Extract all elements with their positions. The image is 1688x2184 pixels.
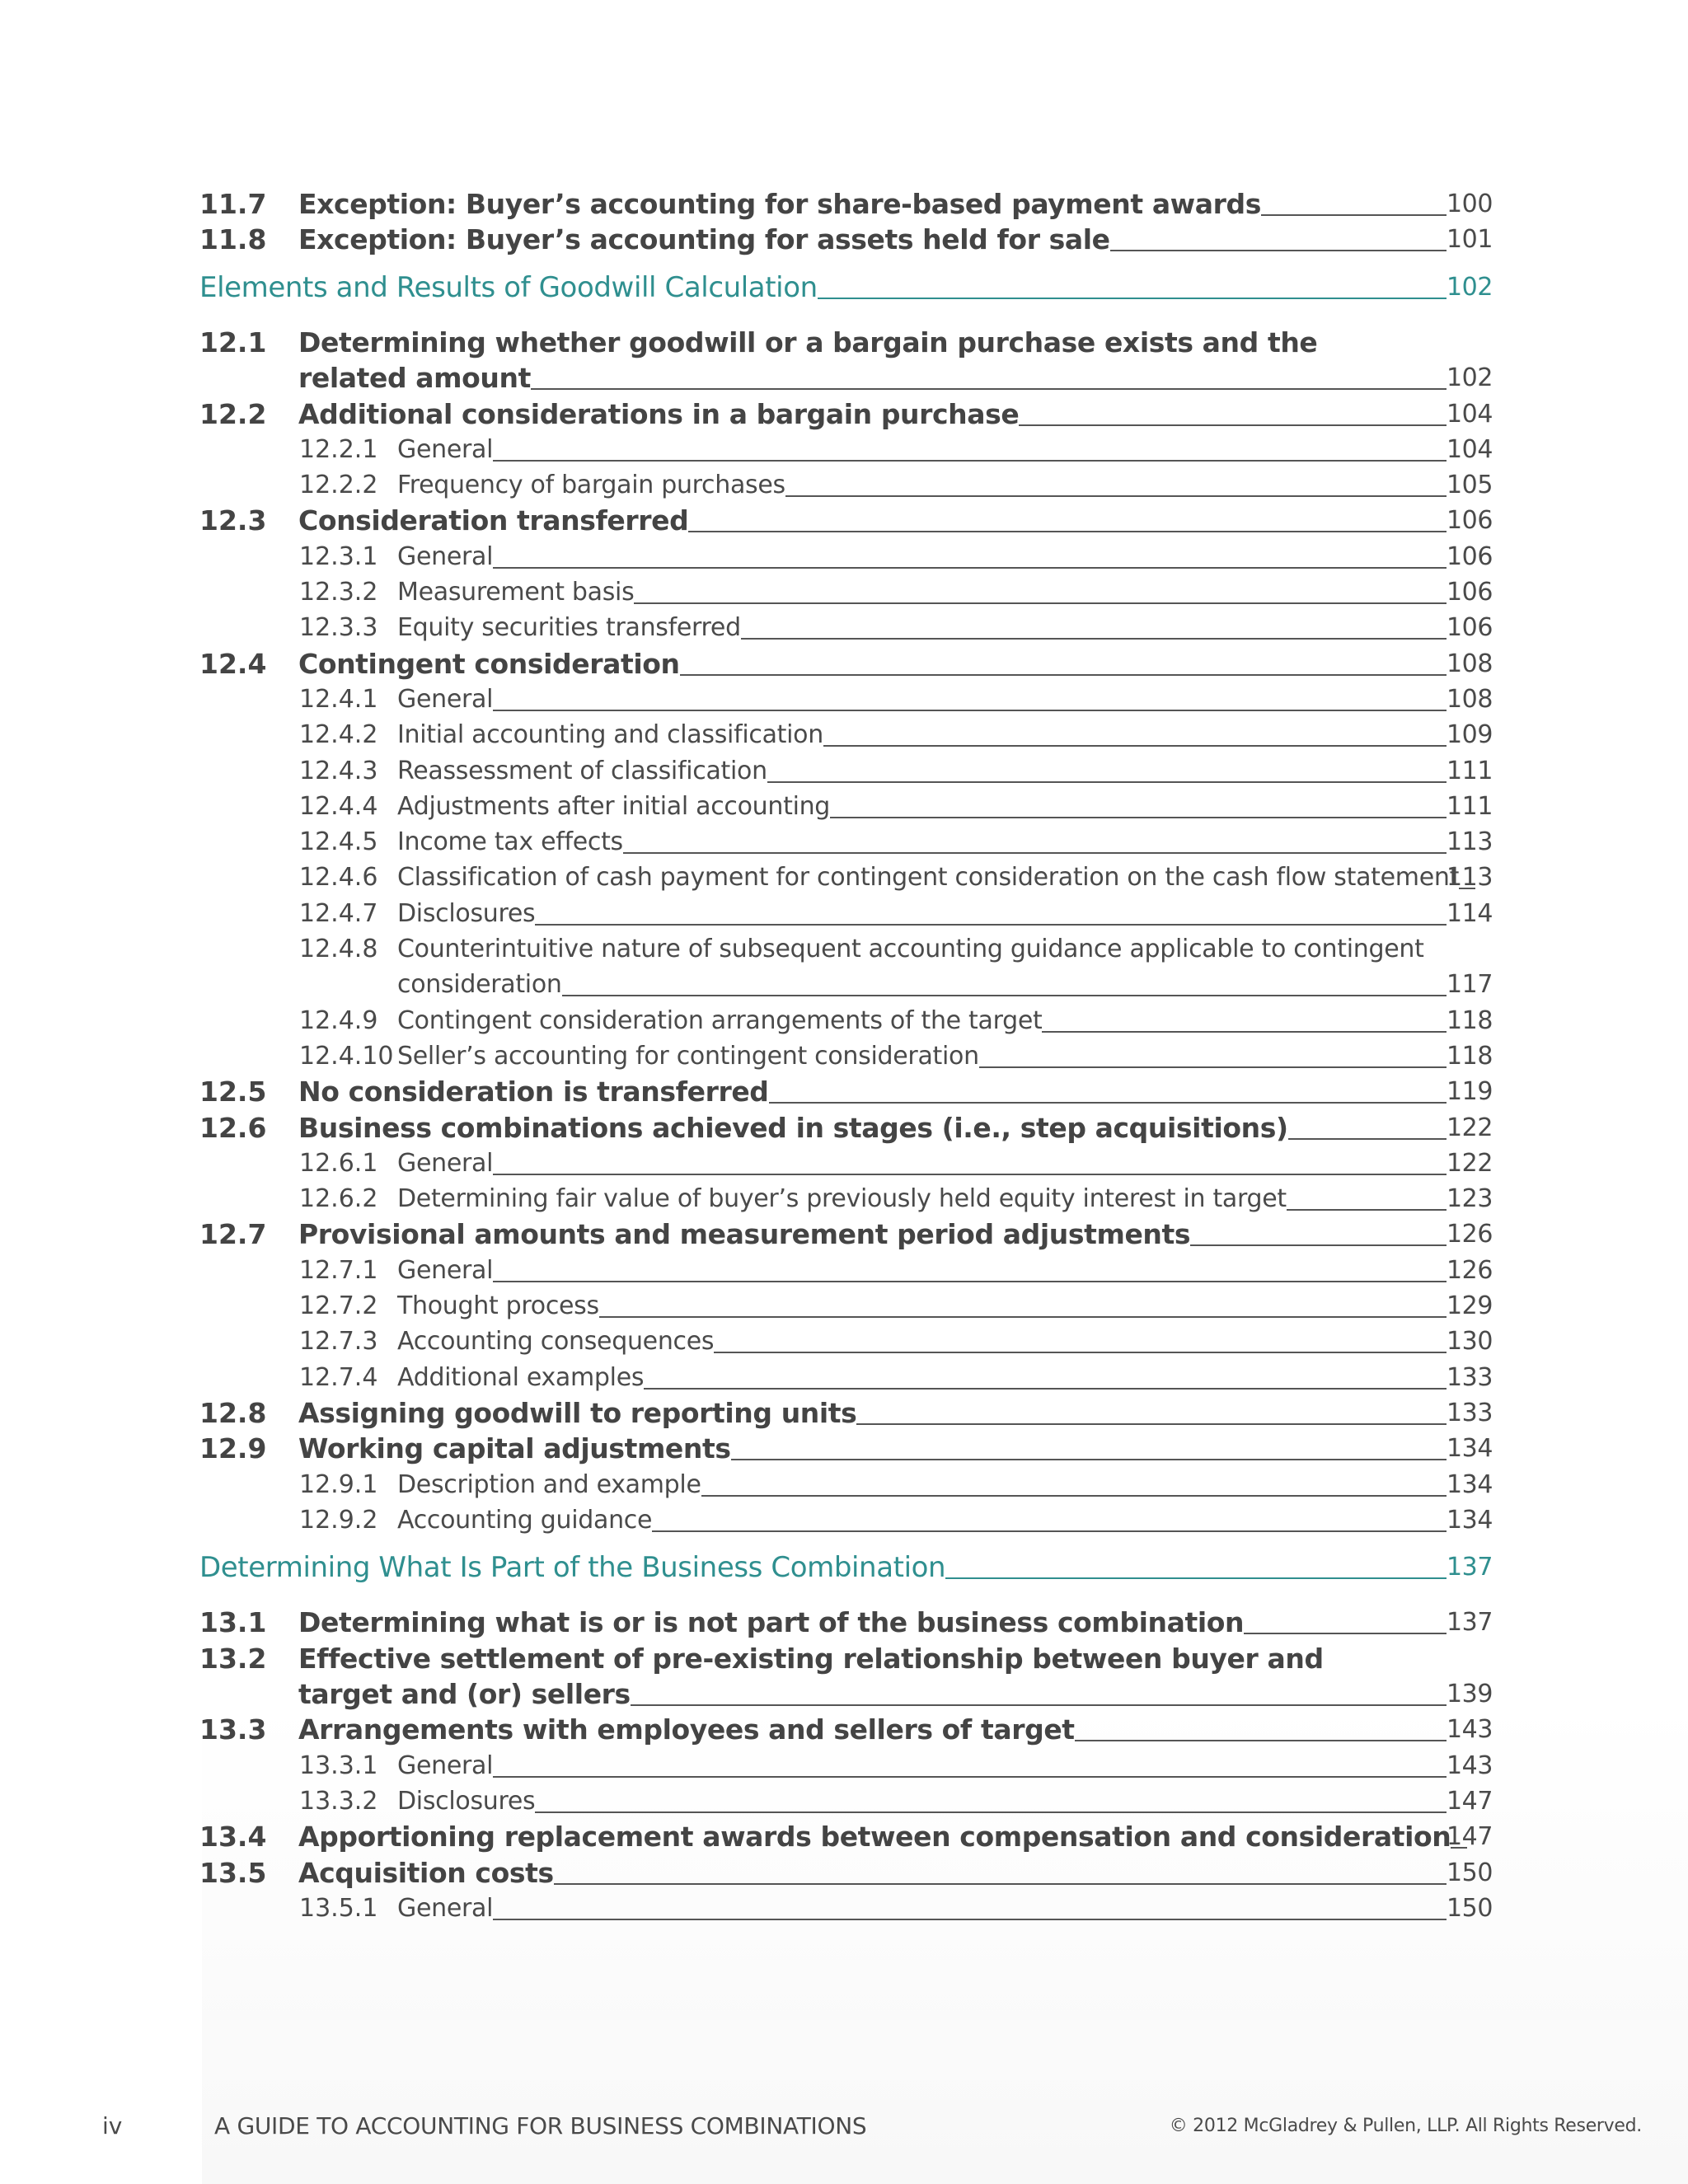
toc-page-number: 119 (1447, 1077, 1493, 1107)
toc-page-number: 134 (1447, 1434, 1493, 1464)
toc-page-number: 101 (1447, 225, 1493, 255)
toc-leader-line (554, 1883, 1447, 1885)
toc-entry-title-line: Counterintuitive nature of subsequent accounting guidance applicable to contingent (397, 935, 1424, 963)
toc-leader-line (634, 602, 1447, 604)
toc-entry-title: Arrangements with employees and sellers of target (298, 1713, 1075, 1746)
toc-entry[interactable] (0, 1711, 1688, 1749)
toc-entry-title-with-leader (298, 396, 1447, 434)
toc-entry-title: Frequency of bargain purchases (397, 471, 785, 500)
toc-row-wrapped-line (0, 324, 1688, 362)
toc-entry[interactable] (0, 1675, 1688, 1713)
toc-entry-title: General (397, 684, 494, 714)
toc-entry-title: General (397, 1893, 494, 1923)
toc-entry-title: General (397, 1750, 494, 1780)
toc-page-number: 111 (1447, 756, 1493, 785)
toc-entry-title: Business combinations achieved in stages (i.e., step acquisitions) (298, 1111, 1288, 1144)
toc-entry-title-with-leader (397, 466, 1447, 504)
toc-page-number: 133 (1447, 1398, 1493, 1427)
toc-entry[interactable] (0, 359, 1688, 397)
toc-page-number: 129 (1447, 1291, 1493, 1320)
toc-section-number: 12.3 (199, 504, 267, 537)
toc-section-number: 12.4.5 (299, 827, 378, 857)
toc-entry-title-with-leader (397, 538, 1447, 576)
toc-section-number: 12.9 (199, 1432, 267, 1465)
toc-entry-title: Apportioning replacement awards between compensation and consideration (298, 1821, 1451, 1854)
toc-entry[interactable] (0, 1038, 1688, 1076)
toc-page-number: 143 (1447, 1750, 1493, 1780)
toc-entry[interactable] (0, 1502, 1688, 1540)
toc-entry[interactable] (0, 1783, 1688, 1821)
toc-leader-line (531, 388, 1447, 390)
toc-entry[interactable] (0, 966, 1688, 1004)
toc-section-number: 13.3.2 (299, 1786, 378, 1816)
toc-leader-line (535, 924, 1447, 926)
toc-leader-line (493, 1281, 1447, 1282)
toc-leader-line (562, 995, 1447, 996)
toc-entry-title: General (397, 541, 494, 571)
toc-section-number: 12.3.2 (299, 578, 378, 607)
toc-leader-line (688, 531, 1447, 532)
toc-section-number: 12.4.4 (299, 791, 378, 821)
toc-section-number: 12.7.3 (299, 1327, 378, 1357)
toc-section-number: 12.1 (199, 326, 267, 359)
toc-leader-line (767, 781, 1447, 783)
toc-entry-title-with-leader (397, 823, 1447, 861)
toc-entry[interactable] (0, 574, 1688, 612)
toc-section-number: 12.2.1 (299, 434, 378, 464)
toc-entry-title-with-leader (298, 502, 1447, 540)
toc-entry[interactable] (0, 1145, 1688, 1183)
toc-entry[interactable] (0, 396, 1688, 434)
toc-leader-line (741, 638, 1447, 640)
toc-page-number: 108 (1447, 684, 1493, 714)
toc-entry[interactable] (0, 221, 1688, 259)
toc-entry-title: target and (or) sellers (298, 1678, 631, 1710)
toc-entry-title: General (397, 1255, 494, 1285)
toc-entry-title: Income tax effects (397, 827, 623, 857)
toc-section-number: 12.3.3 (299, 613, 378, 643)
toc-entry-title: Classification of cash payment for contingent consideration on the cash flow statement (397, 863, 1460, 893)
toc-section-number: 12.6.1 (299, 1148, 378, 1178)
toc-entry-title: Initial accounting and classification (397, 720, 823, 750)
toc-page-number: 118 (1447, 1005, 1493, 1035)
toc-entry[interactable] (0, 185, 1688, 223)
toc-entry[interactable] (0, 1604, 1688, 1642)
toc-leader-line (769, 1102, 1447, 1104)
toc-section-number: 11.7 (199, 188, 267, 220)
toc-section-number: 13.5 (199, 1856, 267, 1889)
footer-page-number: iv (102, 2112, 123, 2139)
toc-entry-title: Thought process (397, 1291, 599, 1320)
toc-entry[interactable] (0, 823, 1688, 861)
toc-leader-line (1042, 1031, 1447, 1033)
toc-section-number: 13.1 (199, 1606, 267, 1639)
toc-entry[interactable] (0, 1854, 1688, 1892)
toc-entry-title: Additional examples (397, 1362, 645, 1392)
toc-section-number: 13.4 (199, 1821, 267, 1854)
toc-leader-line (623, 852, 1447, 854)
toc-page-number: 147 (1447, 1822, 1493, 1852)
toc-entry[interactable] (0, 1002, 1688, 1040)
toc-entry-title: Working capital adjustments (298, 1432, 731, 1465)
toc-entry-title-with-leader (397, 1747, 1447, 1785)
toc-entry-title-with-leader (199, 269, 1447, 307)
toc-section-number: 13.2 (199, 1642, 267, 1675)
toc-entry-title-with-leader (397, 681, 1447, 719)
toc-entry[interactable] (0, 1073, 1688, 1111)
toc-entry-title: Consideration transferred (298, 504, 689, 537)
toc-entry[interactable] (0, 1466, 1688, 1504)
toc-entry-title: Exception: Buyer’s accounting for share-based payment awards (298, 188, 1261, 220)
toc-page-number: 106 (1447, 506, 1493, 536)
toc-entry-title: Accounting consequences (397, 1327, 715, 1357)
toc-entry-title-with-leader (397, 431, 1447, 469)
toc-entry-title-with-leader (397, 1038, 1447, 1076)
toc-page-number: 106 (1447, 613, 1493, 643)
toc-entry-title: Contingent consideration arrangements of the target (397, 1005, 1043, 1035)
toc-entry-title-with-leader (397, 1783, 1447, 1821)
toc-entry-title: Description and example (397, 1469, 701, 1499)
toc-entry[interactable] (0, 1359, 1688, 1397)
toc-entry[interactable] (0, 502, 1688, 540)
toc-entry-title-with-leader (298, 1818, 1451, 1856)
toc-leader-line (979, 1066, 1447, 1068)
toc-entry-title: consideration (397, 970, 562, 1000)
toc-section-number: 12.7.1 (299, 1255, 378, 1285)
toc-entry[interactable] (0, 1287, 1688, 1325)
toc-section-number: 12.2.2 (299, 471, 378, 500)
toc-entry-title-with-leader (397, 574, 1447, 612)
toc-entry-title-with-leader (397, 752, 1447, 790)
toc-section-number: 12.7.4 (299, 1362, 378, 1392)
toc-leader-line (1244, 1633, 1447, 1634)
toc-section-number: 13.3 (199, 1713, 267, 1746)
toc-chapter-heading[interactable] (0, 1549, 1688, 1586)
toc-leader-line (644, 1388, 1447, 1390)
toc-entry-title-with-leader (397, 1287, 1447, 1325)
toc-section-number: 12.7 (199, 1218, 267, 1251)
toc-section-number: 12.4 (199, 647, 267, 680)
toc-entry-title: Determining fair value of buyer’s previously held equity interest in target (397, 1184, 1287, 1214)
toc-page-number: 122 (1447, 1148, 1493, 1178)
toc-page-number: 137 (1447, 1553, 1493, 1582)
toc-entry-title-with-leader (397, 895, 1447, 933)
toc-entry-title: Disclosures (397, 898, 536, 928)
toc-leader-line (493, 567, 1447, 569)
toc-entry-title-with-leader (298, 185, 1447, 223)
toc-entry-title: Accounting guidance (397, 1505, 653, 1535)
toc-entry[interactable] (0, 538, 1688, 576)
toc-page-number: 109 (1447, 720, 1493, 750)
toc-entry-title-with-leader (397, 966, 1447, 1004)
toc-entry[interactable] (0, 609, 1688, 647)
toc-page-number: 126 (1447, 1255, 1493, 1285)
toc-section-number: 12.6 (199, 1111, 267, 1144)
toc-leader-line (1287, 1209, 1447, 1211)
toc-leader-line (830, 817, 1447, 818)
toc-page-number: 106 (1447, 578, 1493, 607)
toc-leader-line (1190, 1244, 1447, 1246)
toc-section-number: 12.2 (199, 397, 267, 430)
toc-entry-title-with-leader (298, 221, 1447, 259)
toc-entry-title: Adjustments after initial accounting (397, 791, 831, 821)
toc-section-number: 12.4.6 (299, 863, 378, 893)
toc-entry[interactable] (0, 1890, 1688, 1928)
toc-row-wrapped-line (0, 930, 1688, 968)
toc-chapter-heading[interactable] (0, 269, 1688, 307)
toc-entry-title-with-leader (298, 1109, 1447, 1147)
toc-entry-title-with-leader (199, 1549, 1447, 1586)
toc-page-number: 134 (1447, 1505, 1493, 1535)
toc-page-number: 104 (1447, 399, 1493, 429)
toc-entry-title: Additional considerations in a bargain purchase (298, 397, 1020, 430)
toc-section-number: 12.4.10 (299, 1041, 394, 1071)
toc-entry[interactable] (0, 1216, 1688, 1254)
toc-entry[interactable] (0, 859, 1688, 897)
toc-chapter-title: Determining What Is Part of the Business Combination (199, 1551, 946, 1585)
toc-section-number: 12.9.1 (299, 1469, 378, 1499)
toc-leader-line (823, 745, 1447, 747)
toc-entry-title: Acquisition costs (298, 1856, 554, 1889)
toc-entry[interactable] (0, 1109, 1688, 1147)
toc-page-number: 105 (1447, 471, 1493, 500)
toc-page-number: 150 (1447, 1858, 1493, 1887)
toc-entry-title: Measurement basis (397, 578, 635, 607)
toc-entry-title-with-leader (397, 1002, 1447, 1040)
toc-section-number: 11.8 (199, 223, 267, 256)
toc-section-number: 12.8 (199, 1396, 267, 1429)
toc-page-number: 143 (1447, 1715, 1493, 1745)
toc-entry-title-with-leader (397, 1466, 1447, 1504)
toc-leader-line (856, 1423, 1447, 1425)
toc-entry[interactable] (0, 466, 1688, 504)
toc-section-number: 12.3.1 (299, 541, 378, 571)
toc-entry[interactable] (0, 788, 1688, 826)
toc-leader-line (1110, 250, 1447, 251)
toc-leader-line (945, 1577, 1447, 1579)
toc-section-number: 12.6.2 (299, 1184, 378, 1214)
toc-leader-line (652, 1530, 1447, 1532)
toc-page-number: 117 (1447, 970, 1493, 1000)
toc-section-number: 12.4.8 (299, 935, 378, 963)
toc-entry-title: Provisional amounts and measurement period adjustments (298, 1218, 1191, 1251)
toc-section-number: 13.5.1 (299, 1893, 378, 1923)
toc-leader-line (631, 1704, 1447, 1706)
toc-entry-title-with-leader (298, 1073, 1447, 1111)
toc-entry-title-with-leader (397, 609, 1447, 647)
toc-entry-title-with-leader (298, 359, 1447, 397)
toc-entry-title-with-leader (397, 788, 1447, 826)
toc-leader-line (1261, 214, 1447, 216)
toc-leader-line (1288, 1138, 1447, 1140)
toc-entry-title-with-leader (397, 1890, 1447, 1928)
toc-page-number: 113 (1447, 863, 1493, 893)
toc-entry-title: Contingent consideration (298, 647, 680, 680)
toc-leader-line (493, 1919, 1447, 1920)
toc-entry-title: Determining what is or is not part of the business combination (298, 1606, 1245, 1639)
toc-page-number: 118 (1447, 1041, 1493, 1071)
toc-entry[interactable] (0, 1252, 1688, 1290)
toc-leader-line (680, 674, 1447, 676)
toc-entry-title-with-leader (298, 1216, 1447, 1254)
toc-entry[interactable] (0, 752, 1688, 790)
toc-entry[interactable] (0, 431, 1688, 469)
toc-entry-title: Exception: Buyer’s accounting for assets held for sale (298, 223, 1110, 256)
toc-page-number: 122 (1447, 1113, 1493, 1142)
toc-entry[interactable] (0, 716, 1688, 754)
toc-page-number: 108 (1447, 649, 1493, 678)
toc-entry[interactable] (0, 681, 1688, 719)
toc-page-number: 126 (1447, 1220, 1493, 1249)
toc-leader-line (493, 710, 1447, 711)
footer-copyright: © 2012 McGladrey & Pullen, LLP. All Rights Reserved. (1169, 2116, 1642, 2136)
toc-page-number: 102 (1447, 272, 1493, 302)
toc-leader-line (493, 460, 1447, 462)
toc-page-number: 104 (1447, 434, 1493, 464)
toc-entry[interactable] (0, 1430, 1688, 1468)
toc-page-number: 133 (1447, 1362, 1493, 1392)
toc-entry-title: General (397, 434, 494, 464)
toc-section-number: 12.5 (199, 1076, 267, 1108)
toc-leader-line (535, 1811, 1447, 1813)
toc-section-number: 12.4.2 (299, 720, 378, 750)
toc-entry-title-with-leader (298, 1711, 1447, 1749)
toc-leader-line (818, 298, 1447, 299)
toc-page-number: 100 (1447, 190, 1493, 218)
toc-entry-title: No consideration is transferred (298, 1076, 769, 1108)
toc-leader-line (714, 1352, 1447, 1353)
toc-section-number: 13.3.1 (299, 1750, 378, 1780)
toc-page-number: 139 (1447, 1680, 1493, 1708)
toc-entry-title-with-leader (298, 1394, 1447, 1432)
toc-entry-title-with-leader (397, 1252, 1447, 1290)
toc-page-number: 150 (1447, 1893, 1493, 1923)
toc-entry-title-with-leader (298, 1430, 1447, 1468)
toc-leader-line (701, 1495, 1447, 1497)
toc-entry[interactable] (0, 895, 1688, 933)
toc-page-number: 114 (1447, 898, 1493, 928)
toc-entry-title-with-leader (397, 716, 1447, 754)
toc-leader-line (731, 1459, 1447, 1460)
toc-section-number: 12.7.2 (299, 1291, 378, 1320)
toc-leader-line (785, 495, 1447, 497)
toc-entry[interactable] (0, 1747, 1688, 1785)
toc-page-number: 137 (1447, 1608, 1493, 1638)
toc-entry-title-with-leader (298, 645, 1447, 683)
toc-leader-line (599, 1316, 1447, 1318)
toc-entry-title-line: Determining whether goodwill or a bargain purchase exists and the (298, 326, 1318, 359)
toc-entry-title-with-leader (397, 1502, 1447, 1540)
toc-entry-title: Disclosures (397, 1786, 536, 1816)
toc-section-number: 12.4.3 (299, 756, 378, 785)
toc-entry-title-with-leader (397, 1323, 1447, 1361)
toc-chapter-title: Elements and Results of Goodwill Calculation (199, 270, 818, 304)
toc-page-number: 102 (1447, 363, 1493, 393)
toc-row-wrapped-line (0, 1640, 1688, 1678)
toc-entry-title-with-leader (397, 1359, 1447, 1397)
toc-entry-title-with-leader (397, 1145, 1447, 1183)
toc-page-number: 113 (1447, 827, 1493, 857)
toc-entry[interactable] (0, 1180, 1688, 1218)
toc-entry-title: Assigning goodwill to reporting units (298, 1396, 857, 1429)
toc-page-number: 106 (1447, 541, 1493, 571)
toc-entry-title-line: Effective settlement of pre-existing relationship between buyer and (298, 1642, 1324, 1675)
toc-page-number: 130 (1447, 1327, 1493, 1357)
toc-section-number: 12.4.1 (299, 684, 378, 714)
toc-entry-title-with-leader (298, 1675, 1447, 1713)
toc-entry-title: Seller’s accounting for contingent consideration (397, 1041, 979, 1071)
toc-entry[interactable] (0, 1323, 1688, 1361)
toc-section-number: 12.9.2 (299, 1505, 378, 1535)
toc-leader-line (1075, 1740, 1447, 1741)
toc-entry-title: related amount (298, 362, 531, 395)
toc-entry-title-with-leader (298, 1604, 1447, 1642)
toc-entry-title-with-leader (397, 859, 1460, 897)
toc-page-number: 147 (1447, 1786, 1493, 1816)
toc-leader-line (1019, 424, 1447, 426)
toc-section-number: 12.4.7 (299, 898, 378, 928)
toc-entry[interactable] (0, 645, 1688, 683)
toc-entry[interactable] (0, 1818, 1688, 1856)
toc-page-number: 123 (1447, 1184, 1493, 1214)
toc-page-number: 134 (1447, 1469, 1493, 1499)
toc-entry-title: General (397, 1148, 494, 1178)
toc-page-number: 111 (1447, 791, 1493, 821)
toc-leader-line (493, 1776, 1447, 1778)
toc-section-number: 12.4.9 (299, 1005, 378, 1035)
toc-entry-title: Reassessment of classification (397, 756, 767, 785)
toc-entry[interactable] (0, 1394, 1688, 1432)
footer-book-title: A GUIDE TO ACCOUNTING FOR BUSINESS COMBINATIONS (214, 2112, 867, 2139)
toc-leader-line (493, 1174, 1447, 1175)
toc-entry-title-with-leader (397, 1180, 1447, 1218)
toc-entry-title-with-leader (298, 1854, 1447, 1892)
toc-entry-title: Equity securities transferred (397, 613, 741, 643)
